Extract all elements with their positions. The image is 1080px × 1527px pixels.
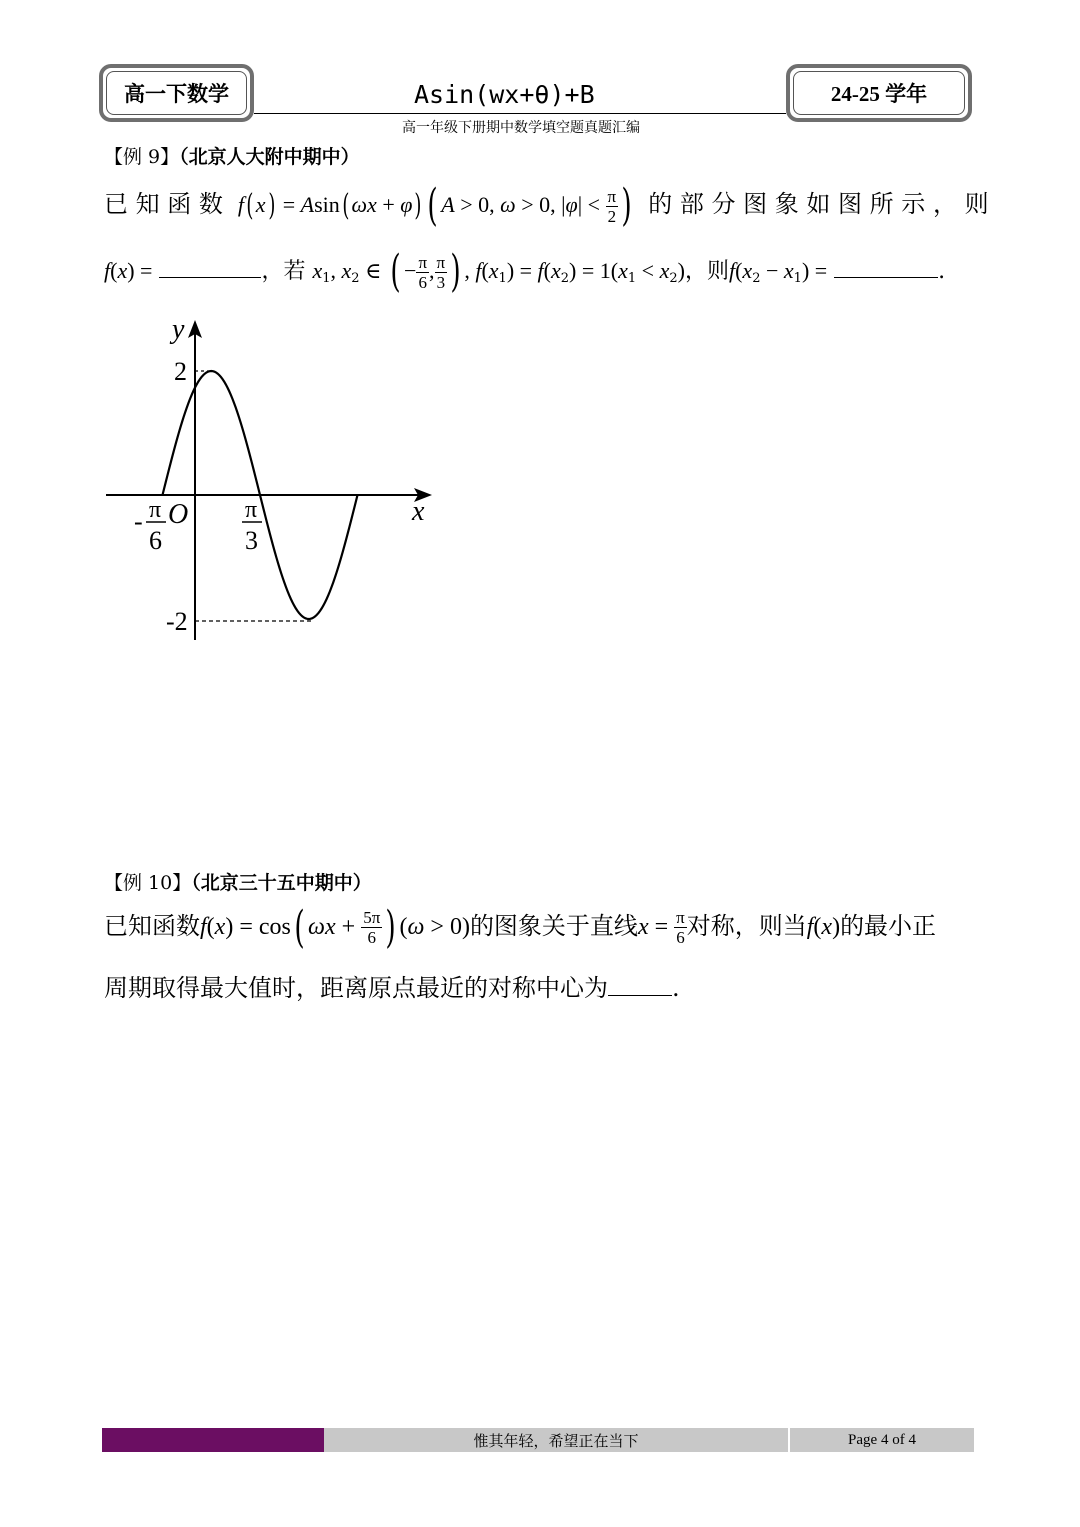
- footer-accent-bar: [102, 1428, 324, 1452]
- answer-blank-fx[interactable]: [159, 257, 261, 278]
- example9-end: .: [938, 259, 946, 284]
- example10-number: 【例 10】: [104, 872, 192, 894]
- example9-tail: 的 部 分 图 象 如 图 所 示 ， 则: [648, 190, 989, 218]
- footer-page-number: Page 4 of 4: [790, 1428, 974, 1452]
- header-title: Asin(wx+θ)+B: [414, 80, 595, 109]
- answer-blank-difference[interactable]: [834, 257, 938, 278]
- example10-mid2: 对称，则当: [686, 912, 807, 940]
- x-tick-left-sign: -: [134, 507, 143, 536]
- sine-graph: [100, 310, 440, 650]
- year-badge-text: 24-25 学年: [793, 71, 965, 115]
- example10-lead: 已知函数: [104, 912, 200, 940]
- example10-line2-text: 周期取得最大值时，距离原点最近的对称中心为: [104, 974, 608, 1002]
- x-tick-left-den: 6: [149, 526, 162, 555]
- example9-then: ，则: [684, 259, 729, 284]
- subject-badge-text: 高一下数学: [106, 71, 247, 115]
- example9-source: （北京人大附中期中）: [179, 146, 360, 168]
- answer-blank-center[interactable]: [608, 975, 672, 996]
- x-tick-left-num: π: [149, 497, 162, 523]
- footer-motto: 惟其年轻，希望正在当下: [324, 1428, 788, 1452]
- example10-line1: 已知函数f(x) = cos( ωx + $\frac{5\pi}{6}$ ) (ω > 0)的图象关于直线x = $\frac{\pi}{6}$ 对称，则当f(x)的最小正: [104, 901, 937, 953]
- header-subtitle: 高一年级下册期中数学填空题真题汇编: [402, 120, 640, 136]
- example9-line1: 已 知 函 数 f( x) = Asin( ωx + φ) ( A > 0, ω > 0, |φ| < $\frac{\pi}{2}$ ) 的 部 分 图 象 如 图 所 示 ， 则: [104, 180, 989, 231]
- example10-line2: [104, 968, 680, 1003]
- year-badge: [786, 64, 972, 122]
- example10-tail: 的最小正: [840, 912, 937, 940]
- example9-line2: f(x) = ，若 $x_1$, $x_2$ ∈ ( − $\frac{\pi}{6}$ , $\frac{\pi}{3}$ ) , $f(x_1) = f(x_2) = 1(x_1 < x_2)$，则$f(x_2 - x_1)$ = .: [104, 246, 946, 297]
- origin-label: O: [168, 499, 189, 530]
- x-tick-right-den: 3: [245, 526, 258, 555]
- header-rule: [254, 113, 786, 114]
- example10-end: .: [672, 974, 680, 1002]
- example10-source: （北京三十五中期中）: [191, 872, 372, 894]
- example9-if: ，若: [261, 259, 306, 284]
- example9-formula: f: [237, 192, 245, 217]
- y-tick-2: 2: [174, 357, 187, 386]
- example10-label: [104, 868, 372, 895]
- example9-lead: 已 知 函 数: [104, 190, 223, 218]
- x-axis-label: x: [412, 496, 425, 527]
- example9-number: 【例 9】: [104, 146, 180, 168]
- y-tick-neg2: -2: [166, 607, 188, 636]
- example9-label: [104, 142, 360, 169]
- x-tick-right-num: π: [245, 497, 258, 523]
- example10-mid: 的图象关于直线: [469, 912, 638, 940]
- subject-badge: [99, 64, 254, 122]
- y-axis-label: y: [172, 314, 185, 345]
